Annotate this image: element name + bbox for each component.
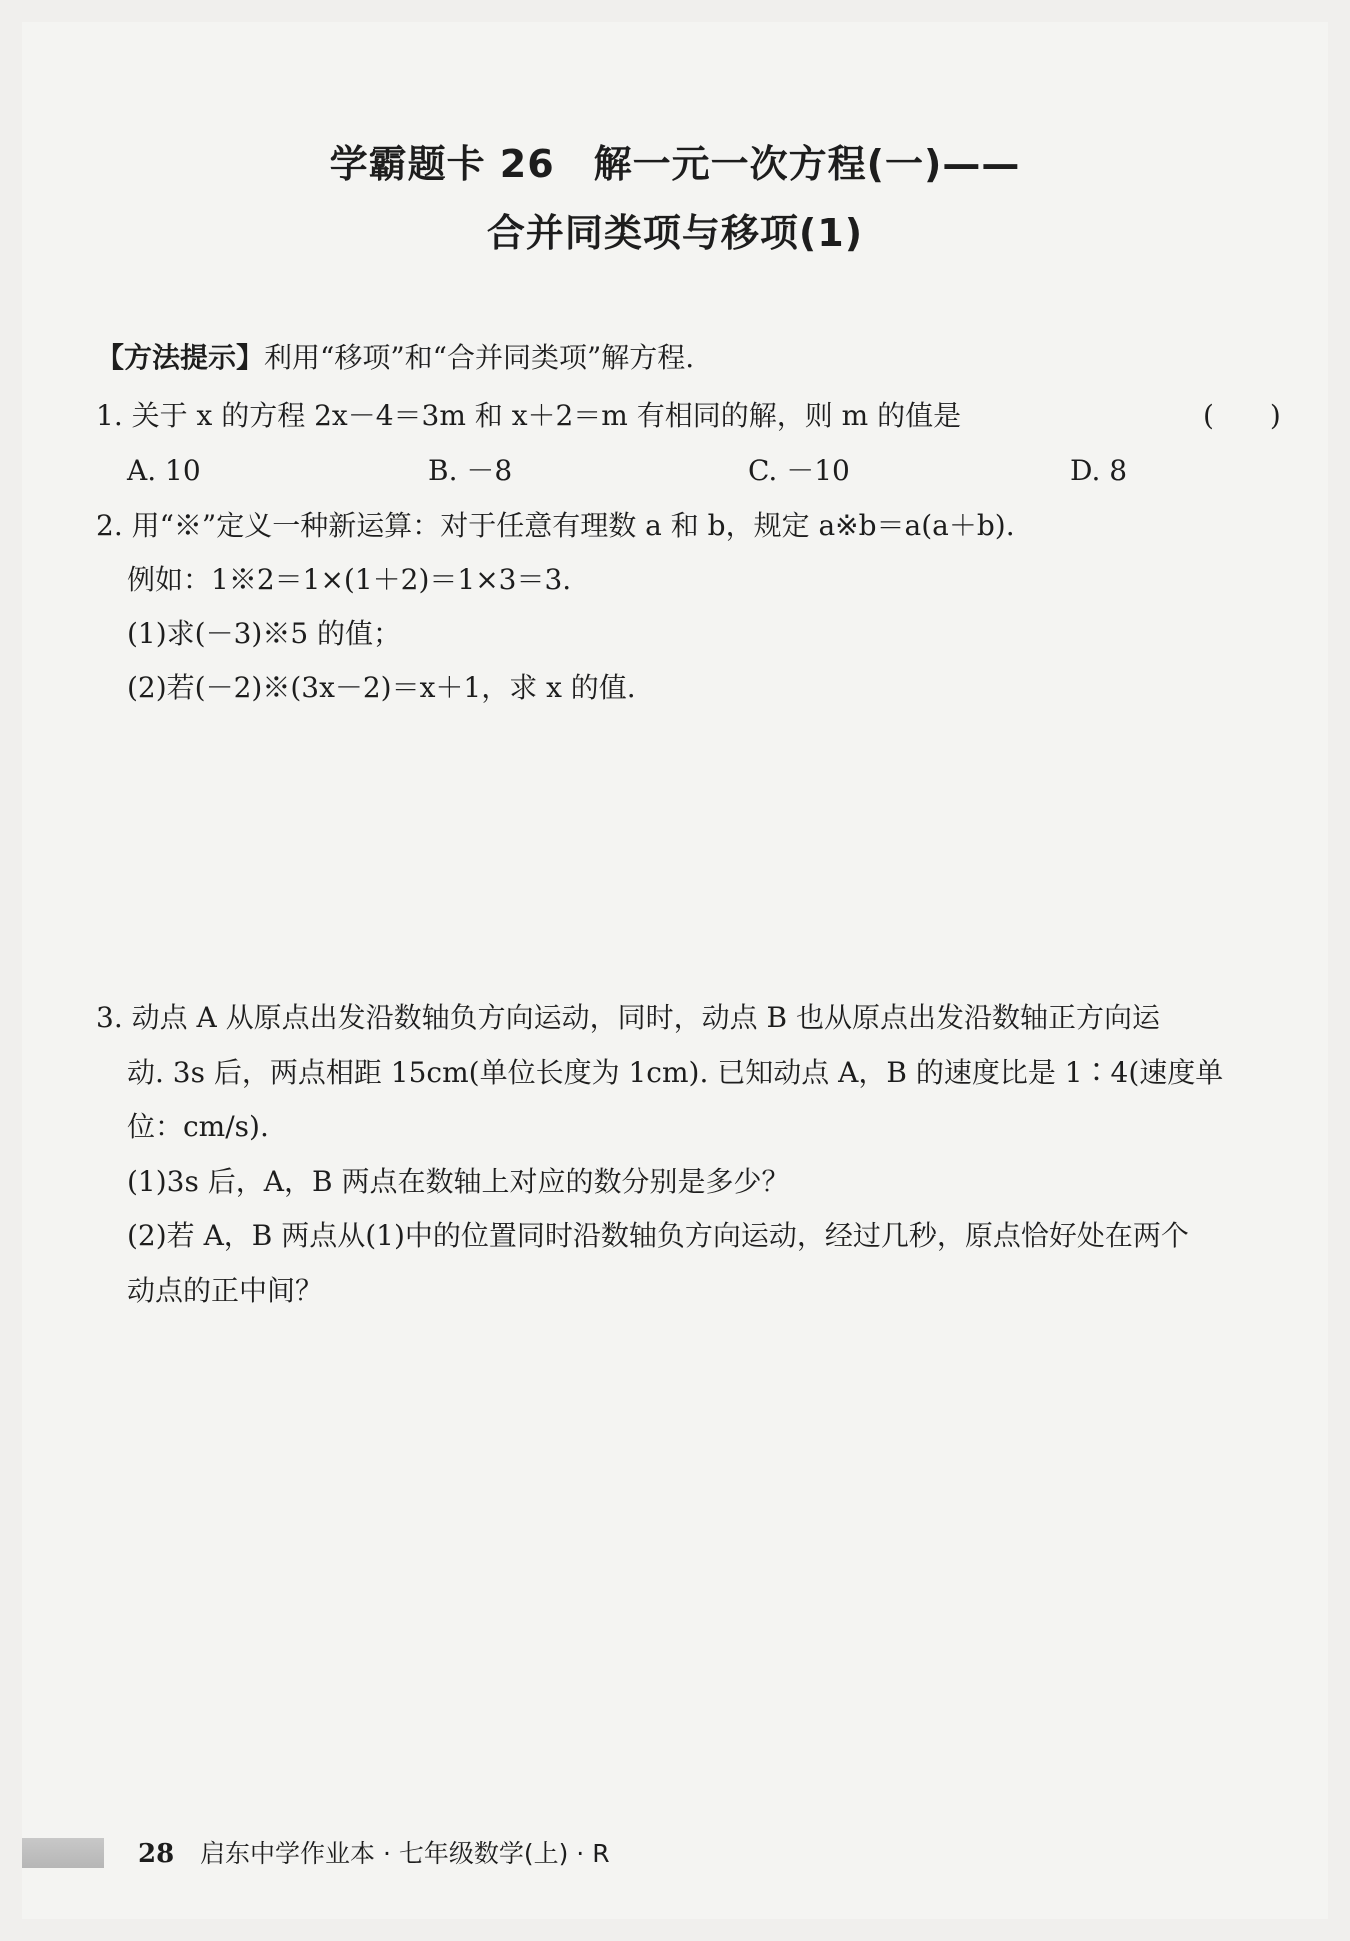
footer-decoration-bar bbox=[22, 1838, 104, 1868]
question-3-part-2-line-2: 动点的正中间？ bbox=[127, 1274, 324, 1307]
question-1-answer-bracket: ( ) bbox=[1203, 399, 1281, 432]
method-tip bbox=[96, 338, 694, 378]
question-1-stem: 1. 关于 x 的方程 2x－4＝3m 和 x＋2＝m 有相同的解，则 m 的值是 bbox=[96, 399, 962, 432]
question-2-part-1: (1)求(－3)※5 的值； bbox=[127, 617, 402, 650]
question-2-stem: 2. 用“※”定义一种新运算：对于任意有理数 a 和 b，规定 a※b＝a(a＋b). bbox=[96, 509, 1015, 542]
question-1-option-d: D. 8 bbox=[1070, 454, 1128, 487]
question-3-line-2: 动. 3s 后，两点相距 15cm(单位长度为 1cm). 已知动点 A，B 的速度比是 1∶4(速度单 bbox=[127, 1056, 1224, 1089]
question-1-option-c: C. －10 bbox=[748, 454, 850, 487]
question-3-line-3: 位：cm/s). bbox=[127, 1110, 269, 1143]
question-3-part-1: (1)3s 后，A，B 两点在数轴上对应的数分别是多少？ bbox=[127, 1165, 790, 1198]
method-tip-text: 利用“移项”和“合并同类项”解方程. bbox=[264, 341, 695, 374]
question-1-option-a: A. 10 bbox=[127, 454, 201, 487]
method-tip-tag: 【方法提示】 bbox=[96, 341, 265, 374]
page-title-line1: 学霸题卡 26 解一元一次方程(一)—— bbox=[329, 142, 1021, 186]
page-number: 28 bbox=[138, 1839, 175, 1869]
question-1-option-b: B. －8 bbox=[428, 454, 513, 487]
question-3-line-1: 3. 动点 A 从原点出发沿数轴负方向运动，同时，动点 B 也从原点出发沿数轴正方向运 bbox=[96, 1001, 1161, 1034]
page-sheet bbox=[22, 22, 1328, 1919]
question-2-example: 例如：1※2＝1×(1＋2)＝1×3＝3. bbox=[127, 563, 572, 596]
page-title-line2: 合并同类项与移项(1) bbox=[486, 211, 864, 255]
question-3-part-2-line-1: (2)若 A，B 两点从(1)中的位置同时沿数轴负方向运动，经过几秒，原点恰好处在两个 bbox=[127, 1219, 1189, 1252]
question-2-part-2: (2)若(－2)※(3x－2)＝x＋1，求 x 的值. bbox=[127, 671, 636, 704]
book-title: 启东中学作业本 · 七年级数学(上) · R bbox=[200, 1839, 610, 1868]
